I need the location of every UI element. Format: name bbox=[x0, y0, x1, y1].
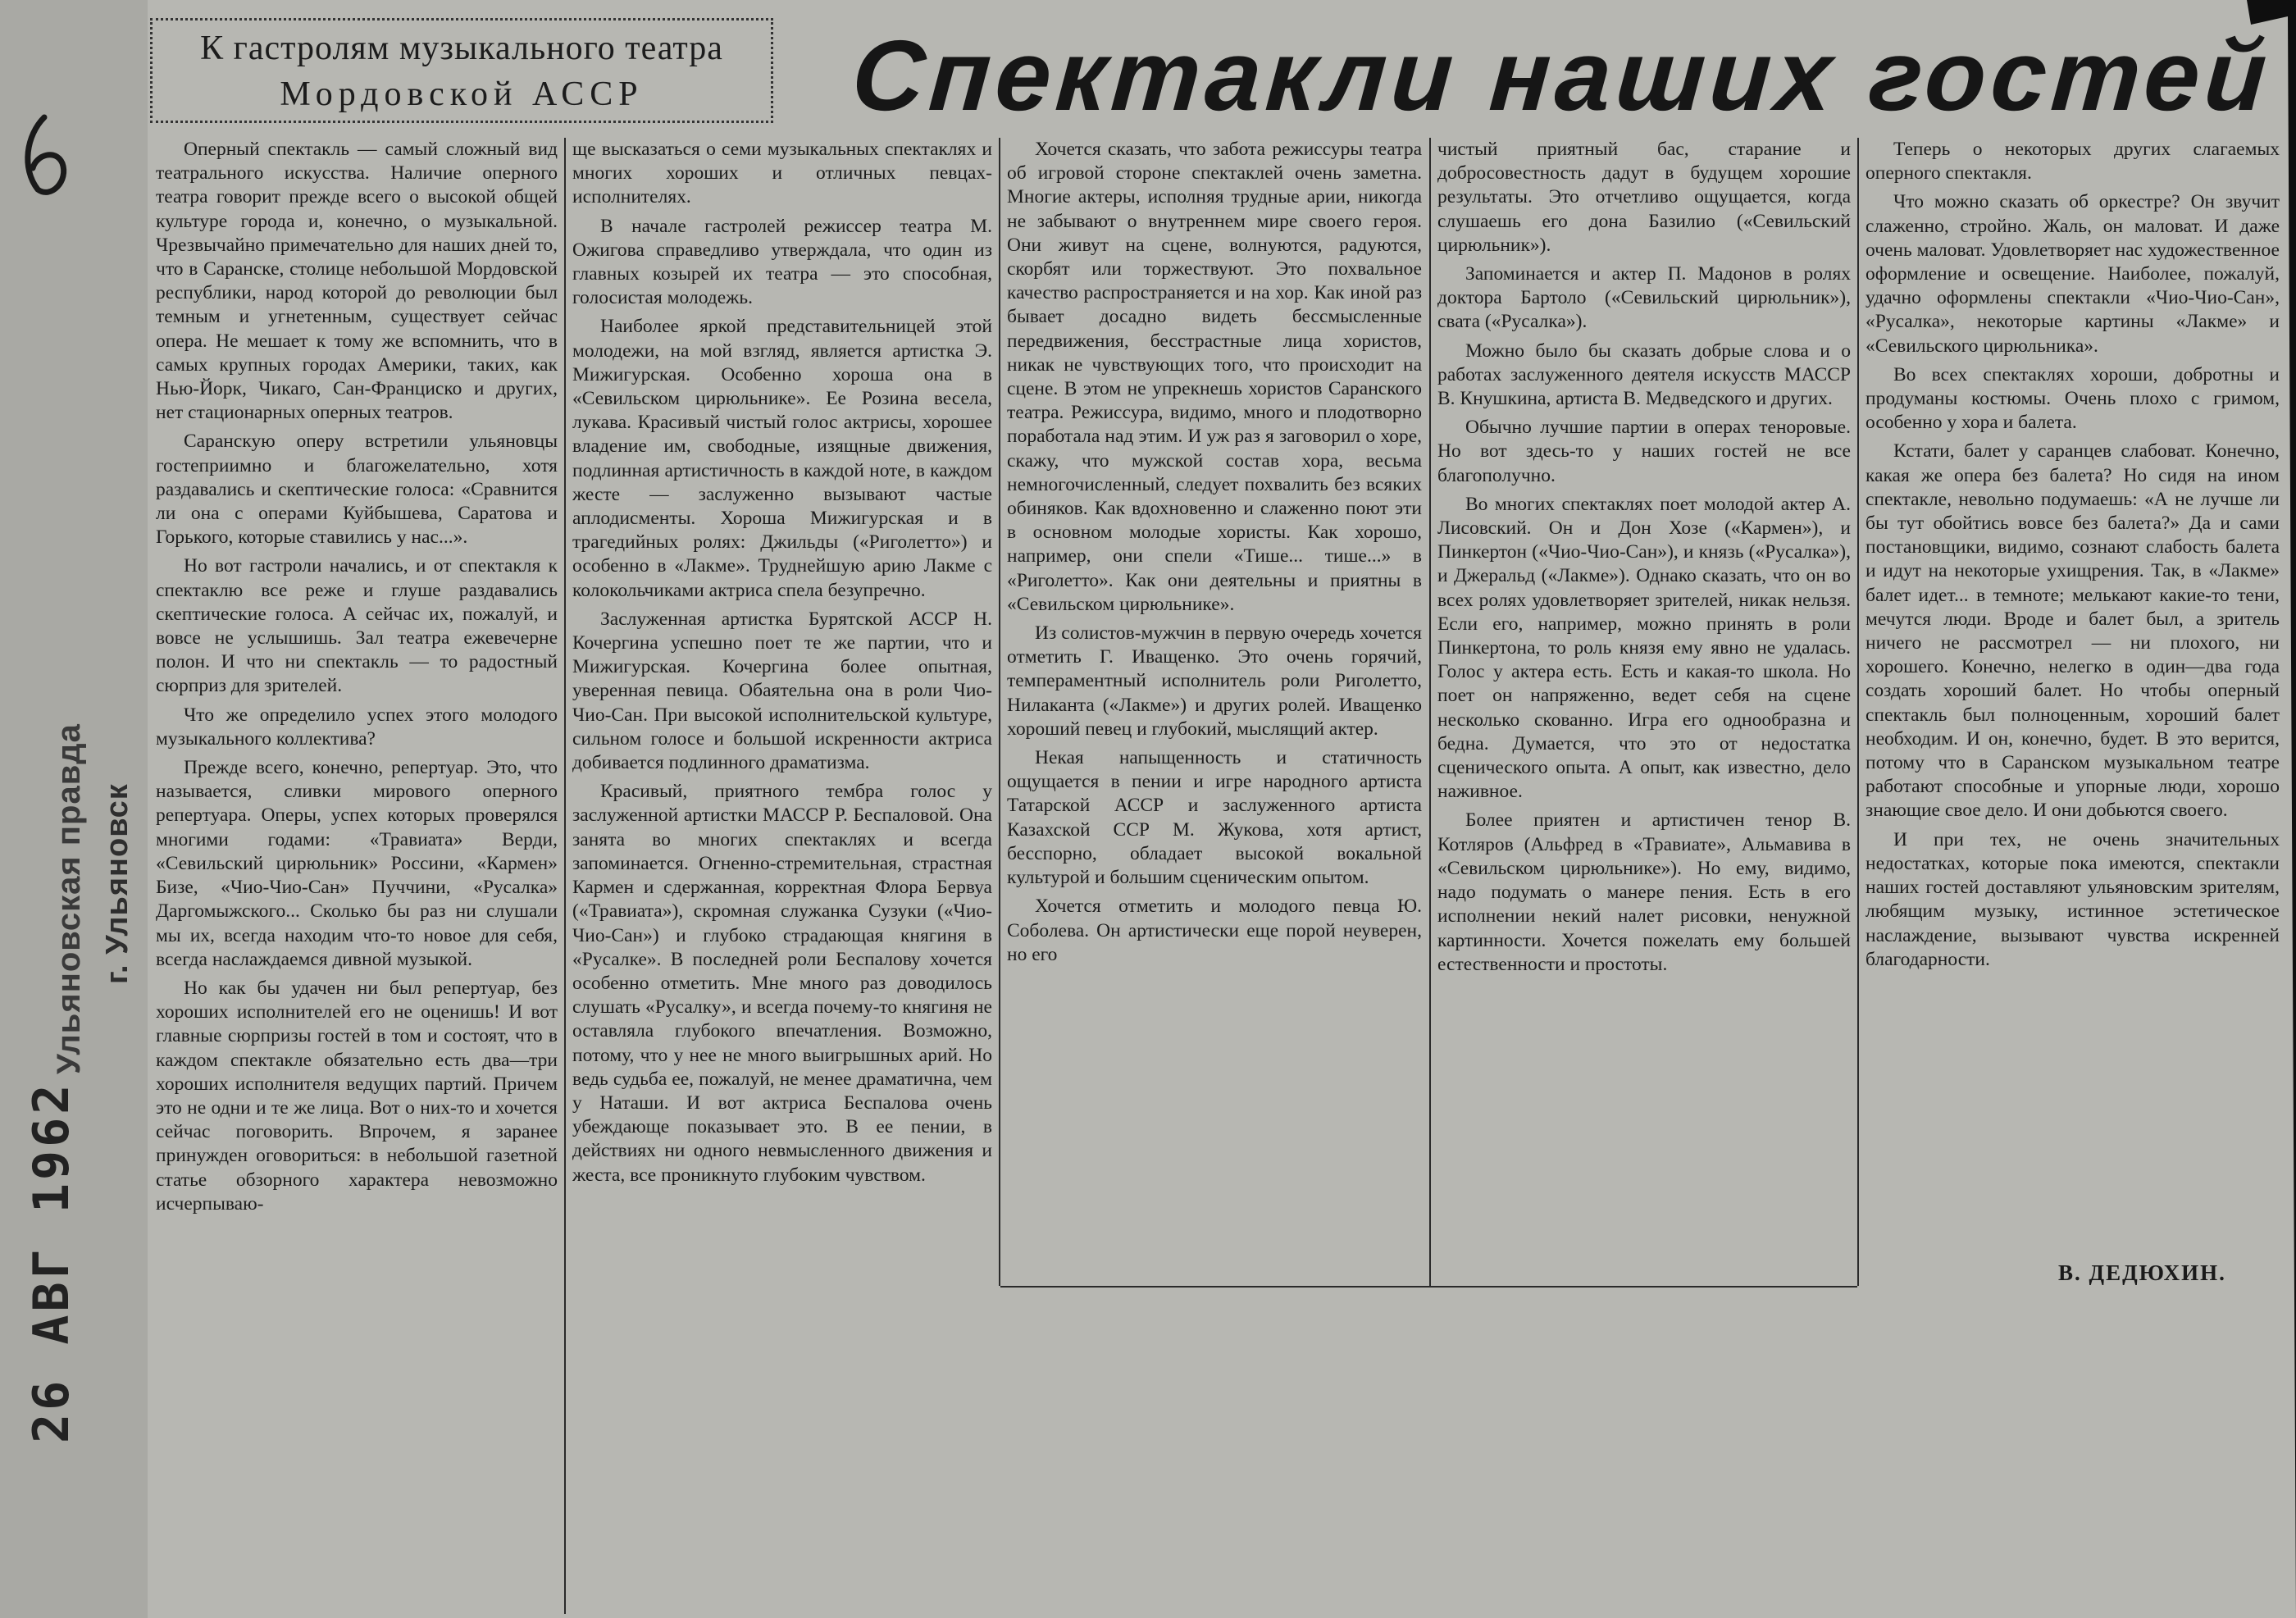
article-column-3 bbox=[1007, 138, 1422, 1282]
article-column-2 bbox=[572, 138, 992, 1610]
paragraph: Что же определило успех этого молодого музыкального коллектива? bbox=[156, 704, 558, 750]
paragraph: ще высказаться о семи музыкальных спектаклях и многих хороших и отличных певцах-исполнителях. bbox=[572, 139, 992, 208]
column-rule bbox=[999, 138, 1000, 1286]
paragraph: И при тех, не очень значительных недостатках, которые пока имеются, спектакли наших гостей доставляют ульяновским зрителям, любящим музыку, истинное эстетическое наслаждение, вызывают чувства искренней благодарности. bbox=[1866, 828, 2280, 970]
paragraph: Оперный спектакль — самый сложный вид театрального искусства. Наличие оперного театра говорит прежде всего о высокой общей культуре города и, конечно, о музыкальной. Чрезвычайно примечательно для наших дней то, что в Саранске, столице небольшой Мордовской республики, народ которой до революции был темным и угнетенным, существует сейчас опера. Не мешает к тому же вспомнить, что в самых крупных городах Америки, таких, как Нью-Йорк, Чикаго, Сан-Франциско и других, нет стационарных оперных театров. bbox=[156, 139, 558, 424]
column-rule bbox=[564, 138, 566, 1614]
article-column-4 bbox=[1437, 138, 1851, 1282]
rubric-line-2: Мордовской АССР bbox=[280, 75, 644, 113]
paragraph: Более приятен и артистичен тенор В. Котляров (Альфред в «Травиате», Альмавива в «Севильском цирюльнике»). Но ему, видимо, надо подумать о манере пения. Есть в его исполнении некий налет рисовки, ненужной картинности. Хочется пожелать ему большей естественности и простоты. bbox=[1437, 809, 1851, 975]
column-rule bbox=[1857, 138, 1859, 1286]
paragraph: Наиболее яркой представительницей этой молодежи, на мой взгляд, является артистка Э. Мижигурская. Особенно хороша она в «Севильском цирюльнике». Ее Розина весела, лукава. Красивый чистый голос актрисы, хорошее владение им, свободные, изящные движения, подлинная артистичность в каждой ноте, в каждом жесте — заслуженно вызывают частые аплодисменты. Хороша Мижигурская и в трагедийных ролях: Джильды («Риголетто») и особенно в «Лакме». Труднейшую арию Лакме с колокольчиками актриса спела безупречно. bbox=[572, 316, 992, 601]
paragraph: Можно было бы сказать добрые слова и о работах заслуженного деятеля искусств МАССР В. Кнушкина, артиста В. Медведского и других. bbox=[1437, 340, 1851, 410]
paragraph: Прежде всего, конечно, репертуар. Это, что называется, сливки мирового оперного репертуара. Оперы, успех которых проверялся многими годами: «Травиата» Верди, «Севильский цирюльник» Россини, «Кармен» Бизе, «Чио-Чио-Сан» Пуччини, «Русалка» Даргомыжского... Сколько бы раз ни слушали мы их, всегда находим что-то новое для себя, всегда наслаждаемся дивной музыкой. bbox=[156, 757, 558, 970]
paragraph: Во многих спектаклях поет молодой актер А. Лисовский. Он и Дон Хозе («Кармен»), и Пинкертон («Чио-Чио-Сан»), и князь («Русалка»), и Джеральд («Лакме»). Однако сказать, что он во всех ролях удовлетворяет зрителей, никак нельзя. Если его, например, можно принять в роли Пинкертона, то роль князя ему явно не удалась. Голос у актера есть. Есть и какая-то школа. Но поет он напряженно, ведет себя на сцене несколько скованно. Игра его однообразна и бедна. Думается, что это от недостатка сценического опыта. А опыт, как известно, дело наживное. bbox=[1437, 493, 1851, 803]
city-stamp: г. Ульяновск bbox=[100, 783, 134, 984]
paragraph: Обычно лучшие партии в операх теноровые. Но вот здесь-то у наших гостей не все благополучно. bbox=[1437, 417, 1851, 486]
date-stamp: 26 АВГ 1962 bbox=[23, 1081, 80, 1443]
article-column-5 bbox=[1866, 138, 2280, 1319]
rubric-line-1: К гастролям музыкального театра bbox=[200, 30, 723, 67]
paragraph: Саранскую оперу встретили ульяновцы гостеприимно и благожелательно, хотя раздавались и скептические голоса: «Сравнится ли она с операми Куйбышева, Саратова и Горького, которые ставились у нас...». bbox=[156, 431, 558, 549]
paragraph: Из солистов-мужчин в первую очередь хочется отметить Г. Иващенко. Это очень горячий, темпераментный исполнитель роли Риголетто, Нилаканта («Лакме») и других ролей. Иващенко хороший певец и глубокий, мыслящий актер. bbox=[1007, 622, 1422, 740]
paragraph: Некая напыщенность и статичность ощущается в пении и игре народного артиста Татарской АССР и заслуженного артиста Казахской ССР М. Жукова, хотя артист, бесспорно, обладает высокой вокальной культурой и большим сценическим опытом. bbox=[1007, 747, 1422, 889]
paragraph: Заслуженная артистка Бурятской АССР Н. Кочергина успешно поет те же партии, что и Мижигурская. Кочергина более опытная, уверенная певица. Обаятельна она в роли Чио-Чио-Сан. При высокой исполнительской культуре, сильном голосе и большой искренности актриса добивается подлинного драматизма. bbox=[572, 608, 992, 774]
paragraph: Хочется сказать, что забота режиссуры театра об игровой стороне спектаклей очень заметна. Многие актеры, исполняя трудные арии, никогда не забывают о внутреннем мире своего героя. Они живут на сцене, волнуются, радуются, скорбят или торжествуют. Это похвальное качество распространяется и на хор. Как иной раз бывает досадно видеть бессмысленные передвижения, бесстрастные лица хористов, никак не чувствующих того, что происходит на сцене. В этом не упрекнешь хористов Саранского театра. Режиссура, видимо, много и плодотворно поработала над этим. И уж раз я заговорил о хоре, скажу, что мужской состав хора, весьма немногочисленный, следует похвалить без всяких обиняков. Как вдохновенно и слаженно поют эти в основном молодые хористы. Как хорошо, например, они спели «Тише... тише...» в «Риголетто». Как они деятельны и приятны в «Севильском цирюльнике». bbox=[1007, 139, 1422, 615]
paragraph: В начале гастролей режиссер театра М. Ожигова справедливо утверждала, что один из главных козырей их театра — это способная, голосистая молодежь. bbox=[572, 215, 992, 309]
bottom-rule bbox=[1000, 1286, 1857, 1288]
paragraph: чистый приятный бас, старание и добросовестность дадут в будущем хорошие результаты. Это отчетливо ощущается, когда слушаешь его дона Базилио («Севильский цирюльник»). bbox=[1437, 139, 1851, 256]
paragraph: Теперь о некоторых других слагаемых оперного спектакля. bbox=[1866, 139, 2280, 185]
rubric-box bbox=[150, 18, 773, 123]
article-headline: Спектакли наших гостей bbox=[848, 20, 2276, 131]
paragraph: Но как бы удачен ни был репертуар, без хороших исполнителей его не оценишь! И вот главные сюрпризы гостей в том и состоят, что в каждом спектакле обязательно есть два—три хороших исполнителя ведущих партий. Причем это не одни и те же лица. Вот о них-то и хочется сейчас поговорить. Впрочем, я заранее принужден оговориться: в небольшой газетной статье обзорного характера невозможно исчерпываю- bbox=[156, 977, 558, 1215]
paragraph: Что можно сказать об оркестре? Он звучит слаженно, стройно. Жаль, он маловат. И даже очень маловат. Удовлетворяет нас художественное оформление и освещение. Наиболее, пожалуй, удачно оформлены спектакли «Чио-Чио-Сан», «Русалка», некоторые картины «Лакме» и «Севильского цирюльника». bbox=[1866, 191, 2280, 357]
paragraph: Кстати, балет у саранцев слабоват. Конечно, какая же опера без балета? Но сидя на ином спектакле, невольно подумаешь: «А не лучше ли бы тут обойтись вовсе без балета?» Да и сами постановщики, видимо, сознают слабость балета и идут на некоторые ухищрения. Так, в «Лакме» балет идет... в темноте; мелькают какие-то тени, мечутся люди. Вроде и балет был, а зритель ничего не рассмотрел — ни плохого, ни хорошего. Конечно, нелегко в один—два года создать хороший балет. Но чтобы оперный спектакль был полноценным, хороший балет необходим. И он, конечно, будет. В это верится, потому что в Саранском музыкальном театре работают способные и упорные люди, хорошо знающие свое дело. И они добьются своего. bbox=[1866, 440, 2280, 822]
paragraph: Во всех спектаклях хороши, добротны и продуманы костюмы. Очень плохо с гримом, особенно у хора и балета. bbox=[1866, 363, 2280, 434]
article-column-1 bbox=[156, 138, 558, 1474]
paragraph: Красивый, приятного тембра голос у заслуженной артистки МАССР Р. Беспаловой. Она занята во многих спектаклях и всегда запоминается. Огненно-стремительная, страстная Кармен и сдержанная, корректная Флора Бервуа («Травиата»), скромная служанка Сузуки («Чио-Чио-Сан») и глубоко страдающая княгиня в «Русалке». В последней роли Беспалову хочется особенно отметить. Мне много раз доводилось слушать «Русалку», и всегда почему-то княгиня не оставляла глубокого впечатления. Возможно, потому, что у нее не много выигрышных арий. Но ведь судьба ее, пожалуй, не менее драматична, чем у Наташи. И вот актриса Беспалова очень убеждающе показывает это. В ее пении, в действиях ни одного невмысленного движения и жеста, все проникнуто глубоким чувством. bbox=[572, 781, 992, 1186]
pencil-mark-icon bbox=[11, 111, 73, 201]
newspaper-name-stamp: Ульяновская правда bbox=[51, 723, 87, 1074]
paragraph: Запоминается и актер П. Мадонов в ролях доктора Бартоло («Севильский цирюльник»), свата («Русалка»). bbox=[1437, 263, 1851, 333]
author-signature: В. ДЕДЮХИН. bbox=[2058, 1260, 2226, 1285]
column-rule bbox=[1429, 138, 1431, 1286]
paragraph: Хочется отметить и молодого певца Ю. Соболева. Он артистически еще порой неуверен, но его bbox=[1007, 896, 1422, 965]
paragraph: Но вот гастроли начались, и от спектакля к спектаклю все реже и глуше раздавались скептические голоса. А сейчас их, пожалуй, и вовсе не услышишь. Зал театра ежевечерне полон. И что ни спектакль — то радостный сюрприз для зрителей. bbox=[156, 555, 558, 697]
